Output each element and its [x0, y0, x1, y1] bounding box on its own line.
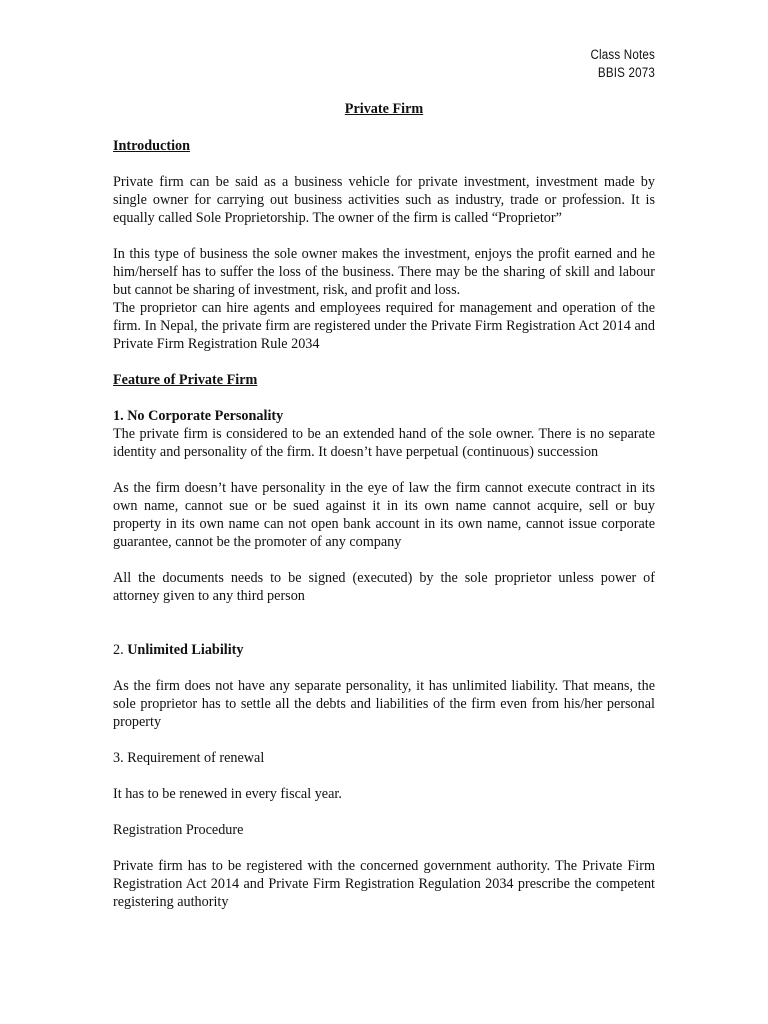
header-course: Class Notes	[590, 47, 655, 62]
feature-title: 1. No Corporate Personality	[113, 408, 284, 424]
paragraph: It has to be renewed in every fiscal year.	[113, 786, 342, 802]
paragraph: Private firm has to be registered with the concerned government authority. The Private Firm Registration Act 2014 and Private Firm Registration Regulation 2034 prescribe the competent registering authority	[113, 858, 655, 910]
document-title: Private Firm	[344, 101, 424, 117]
paragraph: The proprietor can hire agents and employees required for management and operation of the firm. In Nepal, the private firm are registered under the Private Firm Registration Act 2014 and Private Firm Registration Rule 2034	[113, 300, 655, 352]
paragraph: As the firm does not have any separate personality, it has unlimited liability. That means, the sole proprietor has to settle all the debts and liabilities of the firm even from his/her personal property	[113, 678, 655, 730]
feature-heading	[113, 407, 655, 425]
paragraph: The private firm is considered to be an extended hand of the sole owner. There is no separate identity and personality of the firm. It doesn’t have perpetual (continuous) succession	[113, 426, 655, 460]
feature-number: 2.	[113, 642, 128, 658]
section-heading-introduction: Introduction	[113, 138, 190, 154]
feature-heading	[113, 641, 655, 659]
feature-heading: 3. Requirement of renewal	[113, 750, 265, 766]
feature-title: Unlimited Liability	[127, 642, 244, 658]
header-class: BBIS 2073	[597, 65, 655, 80]
paragraph: All the documents needs to be signed (executed) by the sole proprietor unless power of attorney given to any third person	[113, 570, 655, 604]
paragraph: Private firm can be said as a business vehicle for private investment, investment made by single owner for carrying out business activities such as industry, trade or profession. It is equally called Sole Proprietorship. The owner of the firm is called “Proprietor”	[113, 174, 655, 226]
section-heading-registration: Registration Procedure	[113, 822, 244, 838]
section-heading-features: Feature of Private Firm	[113, 372, 258, 388]
page-header	[591, 46, 655, 82]
paragraph: In this type of business the sole owner makes the investment, enjoys the profit earned and he him/herself has to suffer the loss of the business. There may be the sharing of skill and labour but cannot be sharing of investment, risk, and profit and loss.	[113, 246, 655, 298]
document-body	[113, 100, 655, 911]
paragraph: As the firm doesn’t have personality in the eye of law the firm cannot execute contract in its own name, cannot sue or be sued against it in its own name cannot acquire, sell or buy property in its own name can not open bank account in its own name, cannot issue corporate guarantee, cannot be the promoter of any company	[113, 480, 655, 550]
